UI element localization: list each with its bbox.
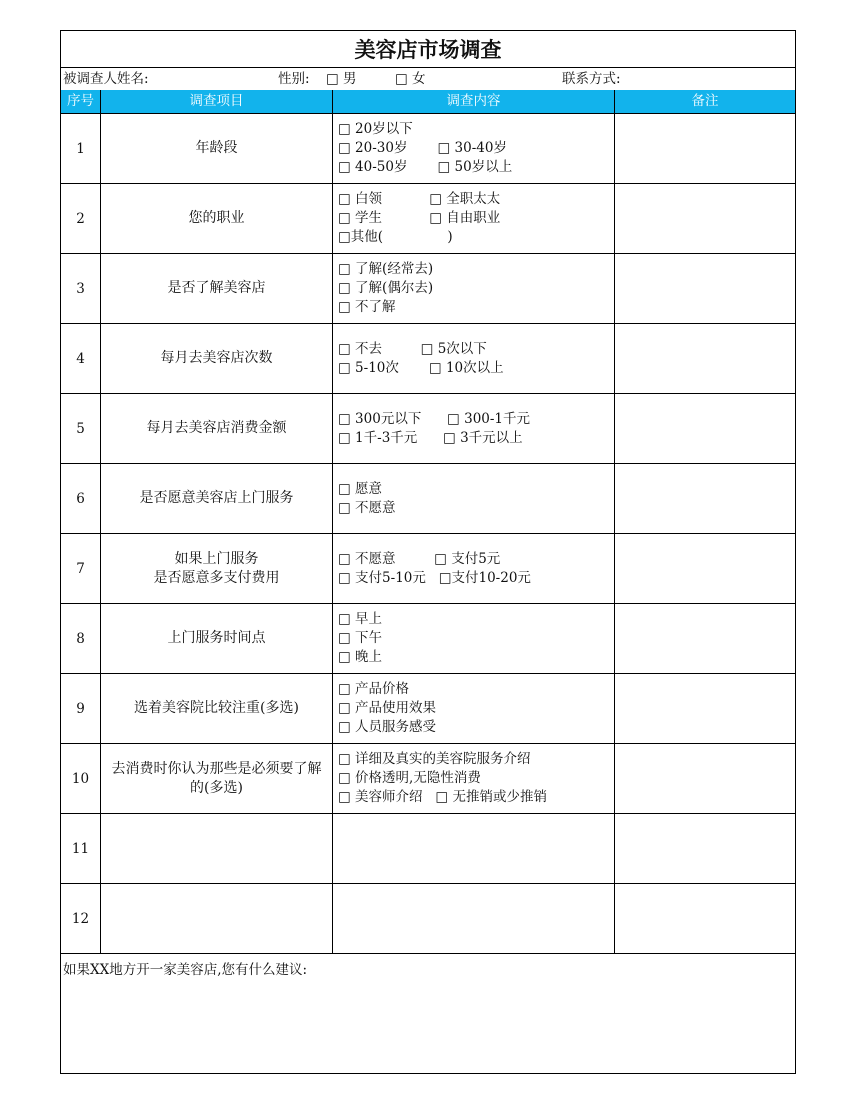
table-row (61, 113, 795, 183)
header-item: 调查项目 (101, 90, 333, 113)
row-number: 1 (61, 114, 101, 183)
survey-question: 是否了解美容店 (101, 254, 333, 323)
suggestion-box[interactable] (61, 953, 795, 1073)
table-header (61, 90, 795, 113)
option-line[interactable]: □ 学生 □ 自由职业 (338, 210, 501, 226)
gender-female-option[interactable]: □ 女 (395, 71, 426, 87)
survey-question: 年龄段 (101, 114, 333, 183)
note-cell[interactable] (615, 674, 795, 743)
row-number: 8 (61, 604, 101, 673)
row-number: 12 (61, 884, 101, 953)
survey-question: 上门服务时间点 (101, 604, 333, 673)
contact-label: 联系方式: (562, 71, 621, 87)
row-number: 3 (61, 254, 101, 323)
table-row (61, 673, 795, 743)
header-num: 序号 (61, 90, 101, 113)
answer-options (333, 324, 615, 393)
option-line[interactable]: □ 早上 (338, 611, 383, 627)
survey-question: 是否愿意美容店上门服务 (101, 464, 333, 533)
name-label: 被调查人姓名: (63, 71, 149, 87)
header-note: 备注 (691, 93, 719, 109)
option-line[interactable]: □ 20-30岁 □ 30-40岁 (338, 140, 507, 156)
answer-options (333, 744, 615, 813)
option-line[interactable]: □ 人员服务感受 (338, 719, 437, 735)
survey-question: 选着美容院比较注重(多选) (101, 674, 333, 743)
note-cell[interactable] (615, 814, 795, 883)
row-number: 9 (61, 674, 101, 743)
note-cell[interactable] (615, 254, 795, 323)
note-cell[interactable] (615, 394, 795, 463)
note-cell[interactable] (615, 114, 795, 183)
option-line[interactable]: □ 价格透明,无隐性消费 (338, 770, 481, 786)
survey-question (101, 814, 333, 883)
answer-options (333, 184, 615, 253)
option-line[interactable]: □ 了解(偶尔去) (338, 280, 434, 296)
option-line[interactable]: □ 晚上 (338, 649, 383, 665)
row-number: 7 (61, 534, 101, 603)
table-row (61, 533, 795, 603)
option-line[interactable]: □ 5-10次 □ 10次以上 (338, 359, 504, 376)
table-row (61, 393, 795, 463)
option-line[interactable]: □ 不去 □ 5次以下 (338, 340, 487, 357)
note-cell[interactable] (615, 184, 795, 253)
note-cell[interactable] (615, 604, 795, 673)
row-number: 5 (61, 394, 101, 463)
survey-question: 如果上门服务 是否愿意多支付费用 (101, 534, 333, 603)
option-line[interactable]: □ 了解(经常去) (338, 261, 434, 277)
survey-question: 去消费时你认为那些是必须要了解的(多选) (101, 744, 333, 813)
option-line[interactable]: □ 1千-3千元 □ 3千元以上 (338, 429, 523, 446)
option-line[interactable]: □ 40-50岁 □ 50岁以上 (338, 159, 513, 175)
gender-label: 性别: (278, 71, 310, 87)
option-line[interactable]: □ 白领 □ 全职太太 (338, 191, 501, 207)
option-line[interactable]: □ 支付5-10元 □支付10-20元 (338, 569, 531, 586)
header-content: 调查内容 (333, 90, 615, 113)
answer-options (333, 814, 615, 883)
table-row (61, 323, 795, 393)
option-line[interactable]: □ 美容师介绍 □ 无推销或少推销 (338, 789, 547, 805)
survey-question: 您的职业 (101, 184, 333, 253)
survey-question (101, 884, 333, 953)
answer-options (333, 394, 615, 463)
survey-question: 每月去美容店次数 (101, 324, 333, 393)
respondent-info-row (61, 68, 795, 90)
table-row (61, 813, 795, 883)
option-line[interactable]: □ 不愿意 □ 支付5元 (338, 550, 501, 567)
form-title: 美容店市场调查 (61, 31, 795, 68)
option-line[interactable]: □ 详细及真实的美容院服务介绍 (338, 751, 531, 767)
row-number: 6 (61, 464, 101, 533)
answer-options (333, 674, 615, 743)
answer-options (333, 114, 615, 183)
option-line[interactable]: □ 下午 (338, 630, 383, 646)
note-cell[interactable] (615, 744, 795, 813)
option-line[interactable]: □ 产品使用效果 (338, 700, 437, 716)
option-line[interactable]: □ 不愿意 (338, 499, 396, 516)
note-cell[interactable] (615, 324, 795, 393)
option-line[interactable]: □ 不了解 (338, 299, 396, 315)
table-row (61, 603, 795, 673)
option-line[interactable]: □ 300元以下 □ 300-1千元 (338, 410, 531, 427)
option-line[interactable]: □ 20岁以下 (338, 121, 413, 137)
answer-options (333, 604, 615, 673)
row-number: 10 (61, 744, 101, 813)
row-number: 11 (61, 814, 101, 883)
answer-options (333, 464, 615, 533)
suggestion-prompt: 如果XX地方开一家美容店,您有什么建议: (63, 962, 308, 978)
survey-form (60, 30, 796, 1074)
row-number: 2 (61, 184, 101, 253)
table-row (61, 883, 795, 953)
row-number: 4 (61, 324, 101, 393)
note-cell[interactable] (615, 884, 795, 953)
table-row (61, 743, 795, 813)
option-line[interactable]: □ 愿意 (338, 480, 383, 497)
answer-options (333, 534, 615, 603)
note-cell[interactable] (615, 464, 795, 533)
option-line[interactable]: □其他( ) (338, 229, 453, 245)
answer-options (333, 884, 615, 953)
answer-options (333, 254, 615, 323)
option-line[interactable]: □ 产品价格 (338, 681, 410, 697)
table-row (61, 463, 795, 533)
gender-male-option[interactable]: □ 男 (326, 71, 357, 87)
table-row (61, 183, 795, 253)
table-row (61, 253, 795, 323)
note-cell[interactable] (615, 534, 795, 603)
survey-question: 每月去美容店消费金额 (101, 394, 333, 463)
